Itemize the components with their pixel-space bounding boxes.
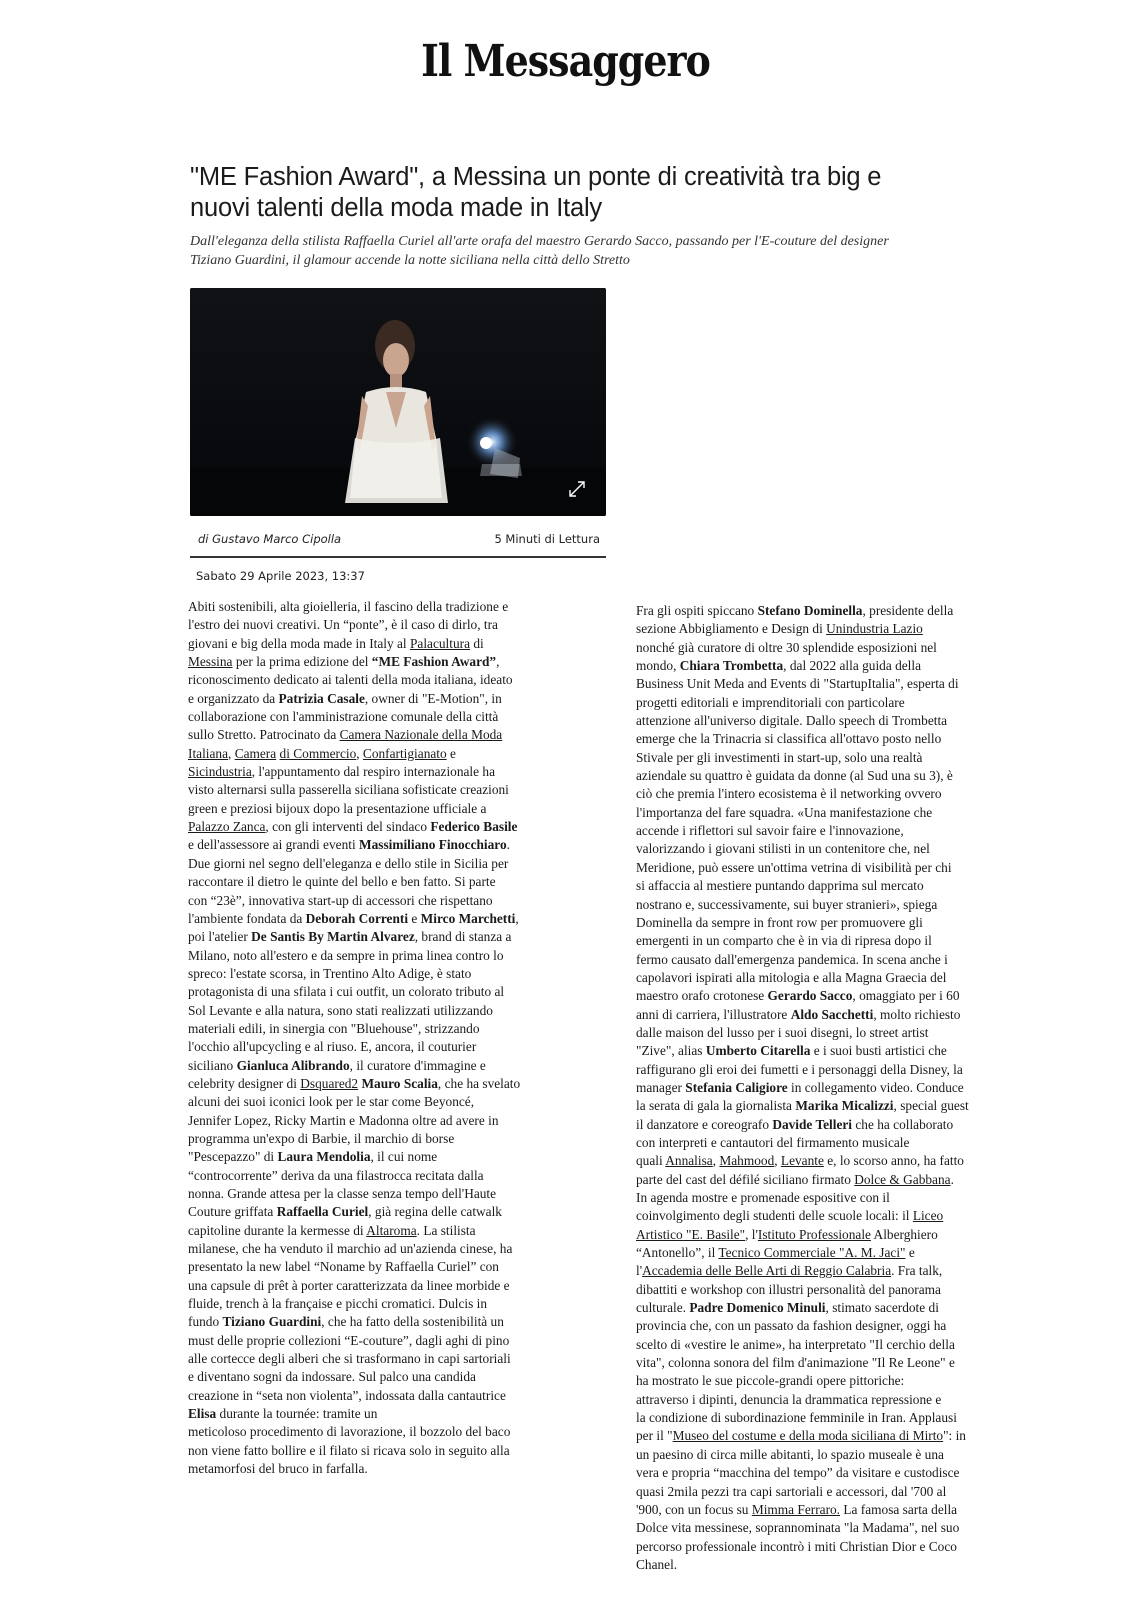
- body-text: durante la tournée: tramite un meticoloso procedimento di lavorazione, il bozzolo del baco non viene fatto bollire e il filato si ricava solo in seguito alla metamorfosi del bruco in farfalla.: [188, 1406, 511, 1477]
- body-text: Alberghiero “Antonello”, il: [636, 1226, 938, 1261]
- inline-link[interactable]: Accademia delle Belle Arti di Reggio Calabria: [642, 1263, 892, 1279]
- body-text: , con gli interventi del sindaco: [265, 819, 431, 835]
- body-text: e: [450, 745, 456, 761]
- body-text: Fra gli ospiti spiccano: [636, 603, 758, 618]
- inline-link[interactable]: Messina: [188, 654, 233, 670]
- body-text: ": in un paesino di circa mille abitanti, lo spazio museale è una vera e propria “macchina del tempo” da visitare e custodisce quasi 2mila pezzi tra capi sartoriali e accessori, dal '700 al '900, con un focus su: [636, 1428, 966, 1517]
- article-headline: "ME Fashion Award", a Messina un ponte di creatività tra big e nuovi talenti della moda made in Italy: [190, 163, 882, 222]
- inline-link[interactable]: Palazzo Zanca: [188, 819, 266, 835]
- inline-link[interactable]: Istituto Professionale: [757, 1226, 871, 1242]
- body-text: e i suoi busti artistici che raffigurano gli eroi dei fumetti e i personaggi della Disney, la manager: [636, 1043, 963, 1095]
- body-text: e, lo scorso anno, ha fatto parte del cast del défilé siciliano firmato: [636, 1153, 964, 1187]
- author-byline[interactable]: di Gustavo Marco Cipolla: [198, 532, 342, 546]
- highlighted-name: Patrizia Casale: [278, 690, 365, 706]
- inline-link[interactable]: Mimma Ferraro.: [751, 1501, 841, 1517]
- inline-link[interactable]: Museo del costume e della moda siciliana di Mirto: [672, 1428, 944, 1444]
- highlighted-name: Padre Domenico Minuli: [689, 1300, 826, 1316]
- body-text: ,: [228, 745, 235, 761]
- body-text: nonché già curatore di oltre 30 splendide esposizioni nel mondo,: [636, 639, 937, 674]
- article-body-left-column: [188, 598, 578, 1479]
- body-text: per la prima edizione del: [232, 654, 372, 670]
- body-text: in collegamento video. Conduce la serata di gala la giornalista: [636, 1079, 964, 1114]
- highlighted-name: Chiara Trombetta: [679, 658, 784, 674]
- expand-icon[interactable]: [568, 480, 586, 498]
- byline-row: [190, 528, 606, 558]
- inline-link[interactable]: Annalisa: [665, 1153, 713, 1169]
- body-text: , presidente della sezione Abbigliamento e Design di: [636, 603, 954, 637]
- body-text: , che ha fatto della sostenibilità un must delle proprie collezioni “E-couture”, dagli aghi di pino alle cortecce degli alberi che si trasformano in capi sartoriali e diventano sogni da indossare. Sul palco una candida creazione in “seta non violenta”, indossata dalla cantautrice: [188, 1314, 511, 1403]
- body-text: . Fra talk, dibattiti e workshop con illustri personalità del panorama culturale.: [636, 1263, 943, 1316]
- body-text: . In agenda mostre e promenade espositive con il coinvolgimento degli studenti delle scuole locali: il: [636, 1171, 954, 1224]
- body-text: , già regina delle catwalk capitoline durante la kermesse di: [188, 1204, 502, 1238]
- highlighted-name: Mauro Scalia: [361, 1075, 438, 1091]
- body-text: , il curatore d'immagine e celebrity designer di: [188, 1057, 486, 1091]
- body-text: , stimato sacerdote di provincia che, con un passato da fashion designer, oggi ha scelto di «vestire le anime», ha interpretato "Il cerchio della vita", colonna sonora del film d'animazione "Il Re Leone" e ha mostrato le sue piccole-grandi opere pittoriche: attraverso i dipinti, denuncia la drammatica repressione e la condizione di subordinazione femminile in Iran. Applausi per il ": [636, 1300, 957, 1444]
- body-text: La famosa sarta della Dolce vita messinese, soprannominata "la Madama", nel suo percorso professionale incontrò i miti Christian Dior e Coco Chanel.: [636, 1501, 960, 1572]
- body-text: , special guest il danzatore e coreografo: [636, 1098, 969, 1132]
- inline-link[interactable]: Altaroma: [366, 1222, 417, 1238]
- body-text: , il cui nome “controcorrente” deriva da una filastrocca recitata dalla nonna. Grande attesa per la classe senza tempo dell'Haute Couture griffata: [188, 1149, 497, 1220]
- body-text: , che ha svelato alcuni dei suoi iconici look per le star come Beyoncé, Jennifer Lopez, Ricky Martin e Madonna oltre ad avere in programma un'expo di Barbie, il marchio di borse "Pescepazzo" di: [188, 1075, 521, 1165]
- highlighted-name: Stefano Dominella: [757, 603, 863, 618]
- reading-time: 5 Minuti di Lettura: [494, 532, 600, 546]
- article-subtitle: Dall'eleganza della stilista Raffaella Curiel all'arte orafa del maestro Gerardo Sacco, passando per l'E-couture del designer Tiziano Guardini, il glamour accende la notte siciliana nella città dello Stretto: [190, 234, 889, 268]
- publish-date: Sabato 29 Aprile 2023, 13:37: [196, 569, 365, 583]
- inline-link[interactable]: Levante: [780, 1153, 824, 1169]
- highlighted-name: Umberto Citarella: [705, 1043, 811, 1059]
- body-text: . Due giorni nel segno dell'eleganza e dello stile in Sicilia per raccontare il dietro le quinte del bello e ben fatto. Si parte con “23è”, innovativa start-up di accessori che rispettano l'ambiente fondata da: [188, 837, 510, 926]
- body-text: , molto richiesto dalle maison del lusso per i suoi disegni, lo street artist "Zive", alias: [636, 1006, 961, 1059]
- body-text: , l': [745, 1226, 758, 1242]
- article-photo[interactable]: [190, 288, 606, 516]
- body-text: ,: [774, 1153, 781, 1169]
- highlighted-name: Tiziano Guardini: [222, 1314, 322, 1330]
- inline-link[interactable]: Sicindustria: [188, 764, 252, 780]
- highlighted-name: Deborah Correnti: [305, 910, 409, 926]
- body-text: e dell'assessore ai grandi eventi: [188, 837, 356, 853]
- inline-link[interactable]: Unindustria Lazio: [826, 621, 923, 637]
- body-text: ,: [356, 745, 363, 761]
- body-text: ,: [712, 1153, 720, 1169]
- masthead-logo[interactable]: Il Messaggero: [421, 34, 710, 87]
- inline-link[interactable]: Tecnico Commerciale "A. M. Jaci": [718, 1245, 906, 1261]
- body-text: , dal 2022 alla guida della Business Unit Meda and Events di "StartupItalia", esperta di progetti editoriali e imprenditoriali con particolare attenzione all'universo digitale. Dallo speech di Trombetta emerge che la Trinacria si classifica all'ottavo posto nello Stivale per gli investimenti in start-up, solo una realtà aziendale su quattro è guidata da donne (al Sud una su 3), è ciò che premia l'intero ecosistema è il networking ovvero l'importanza del fare squadra. «Una manifestazione che accende i riflettori sul savoir faire e l'innovazione, valorizzando i giovani stilisti in un contenitore che, nel Meridione, può essere un'ottima vetrina di visibilità per chi si affaccia al mestiere puntando dapprima sul mercato nostrano e, successivamente, sui buyer stranieri», spiega Dominella da sempre in front row per promuovere gli emergenti in un comparto che è in via di ripresa dopo il fermo causato dall'emergenza pandemica. In scena anche i capolavori ispirati alla mitologia e alla Magna Graecia del maestro orafo crotonese: [636, 658, 959, 1004]
- body-text: Abiti sostenibili, alta gioielleria, il fascino della tradizione e l'estro dei nuovi creativi. Un “ponte”, è il caso di dirlo, tra giovani e big della moda made in Italy al: [188, 599, 509, 651]
- highlighted-name: Raffaella Curiel: [276, 1204, 369, 1220]
- highlighted-name: “ME Fashion Award”: [371, 654, 497, 670]
- highlighted-name: Gerardo Sacco: [767, 988, 853, 1004]
- body-text: , omaggiato per i 60 anni di carriera, l'illustratore: [636, 988, 960, 1022]
- body-text: e: [408, 910, 421, 926]
- highlighted-name: Gianluca Alibrando: [236, 1057, 350, 1073]
- body-text: , riconoscimento dedicato ai talenti della moda italiana, ideato e organizzato da: [188, 654, 513, 706]
- inline-link[interactable]: Camera: [234, 745, 277, 761]
- highlighted-name: De Santis By Martin Alvarez: [251, 929, 415, 945]
- inline-link[interactable]: Palacultura: [409, 635, 470, 651]
- highlighted-name: Massimiliano Finocchiaro: [359, 837, 507, 853]
- highlighted-name: Elisa: [188, 1406, 217, 1422]
- body-text: di: [473, 635, 484, 651]
- inline-link[interactable]: Dolce & Gabbana: [854, 1171, 951, 1187]
- body-text: , l'appuntamento dal respiro internazionale ha visto alternarsi sulla passerella siciliana sofisticate creazioni green e preziosi bijoux dopo la presentazione ufficiale a: [188, 764, 509, 816]
- runway-photo-illustration: [190, 288, 606, 516]
- body-text: che ha collaborato con interpreti e cantautori del firmamento musicale quali: [636, 1116, 954, 1169]
- inline-link[interactable]: Confartigianato: [362, 745, 447, 761]
- inline-link[interactable]: Camera Nazionale della Moda Italiana: [188, 727, 503, 761]
- inline-link[interactable]: di Commercio: [279, 745, 357, 761]
- highlighted-name: Mirco Marchetti: [420, 910, 516, 926]
- highlighted-name: Stefania Caligiore: [685, 1079, 788, 1095]
- highlighted-name: Davide Telleri: [772, 1116, 853, 1132]
- highlighted-name: Marika Micalizzi: [795, 1098, 894, 1114]
- article-body-right-column: [636, 602, 1016, 1574]
- inline-link[interactable]: Liceo Artistico "E. Basile": [636, 1208, 944, 1242]
- inline-link[interactable]: Mahmood: [719, 1153, 775, 1169]
- highlighted-name: Federico Basile: [430, 819, 518, 835]
- body-text: , owner di "E-Motion", in collaborazione con l'amministrazione comunale della città sullo Stretto. Patrocinato da: [188, 690, 502, 743]
- highlighted-name: Aldo Sacchetti: [790, 1006, 874, 1022]
- body-text: . La stilista milanese, che ha venduto il marchio ad un'azienda cinese, ha presentato la new label “Noname by Raffaella Curiel” con una capsule di prêt à porter caratterizzata da linee morbide e fluide, trench à la française e picchi cromatici. Dulcis in fundo: [188, 1222, 513, 1330]
- highlighted-name: Laura Mendolia: [277, 1149, 371, 1165]
- body-text: , poi l'atelier: [188, 910, 519, 945]
- inline-link[interactable]: Dsquared2: [300, 1075, 359, 1091]
- body-text: , brand di stanza a Milano, noto all'estero e da sempre in prima linea contro lo spreco: l'estate scorsa, in Trentino Alto Adige, è stato protagonista di una sfilata i cui outfit, un colorato tributo al Sol Levante e alla natura, sono stati realizzati utilizzando materiali edili, in sinergia con "Bluehouse", strizzando l'occhio all'upcycling e al riuso. E, ancora, il couturier siciliano: [188, 929, 512, 1073]
- body-text: e l': [636, 1245, 915, 1279]
